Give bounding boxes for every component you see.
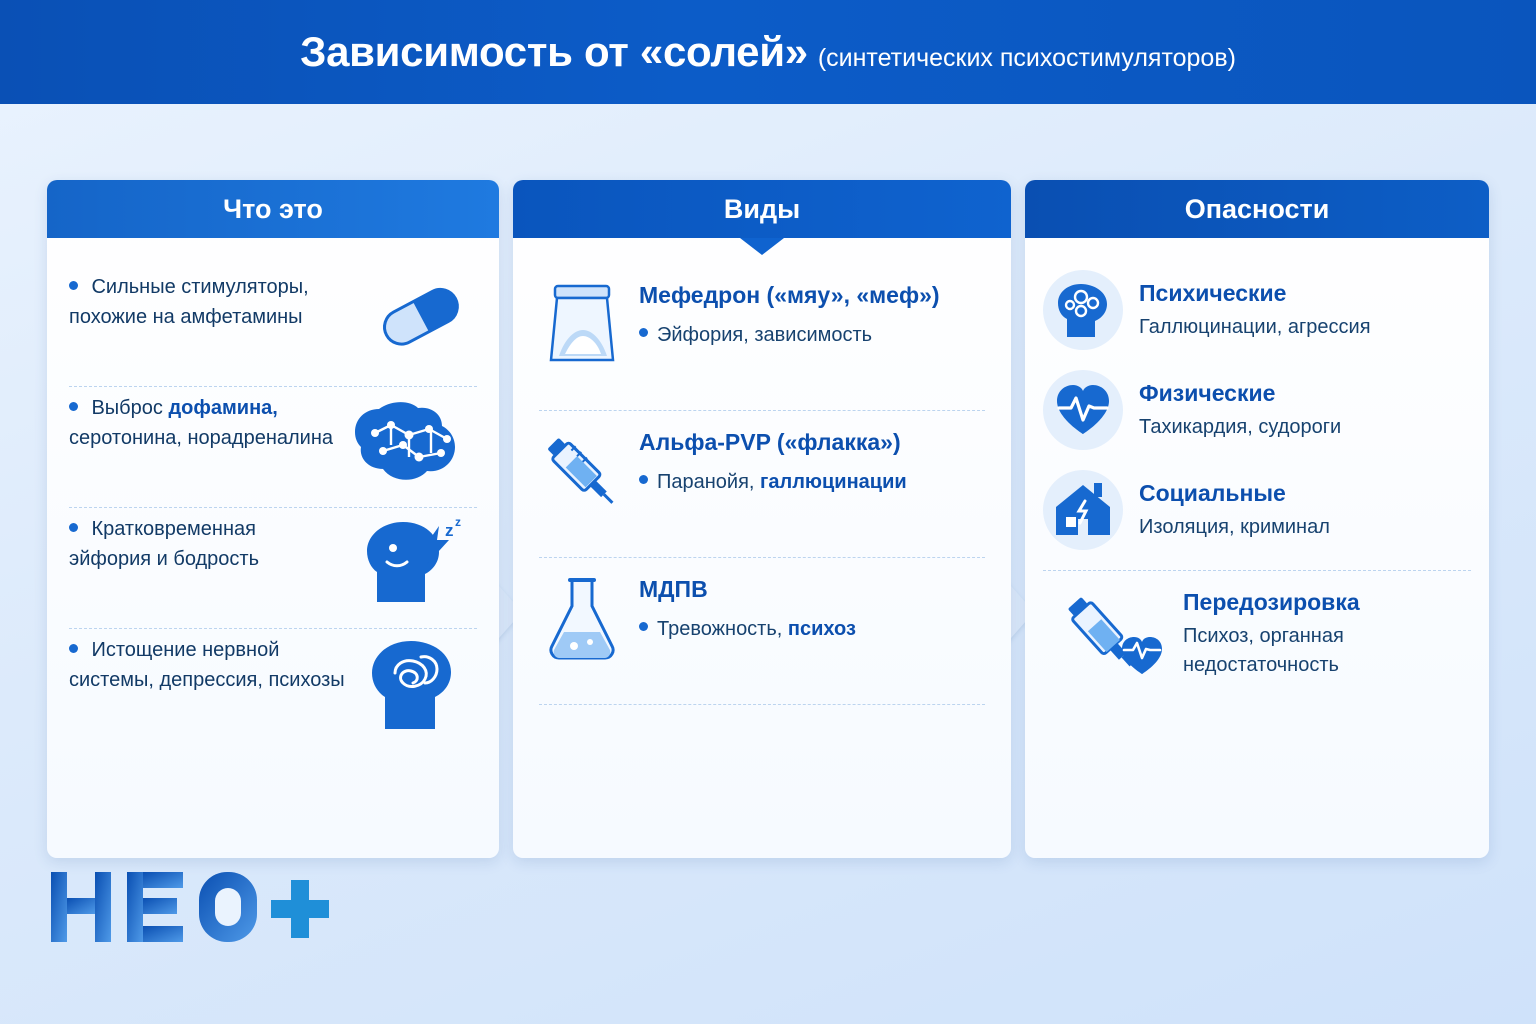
type-body: [639, 568, 985, 644]
overdose-sub-line2: недостаточность: [1183, 654, 1339, 676]
bullet-icon: [69, 523, 78, 532]
syringe-heart-icon: [1043, 588, 1169, 680]
column-what-is: [47, 180, 499, 858]
overdose-body: [1183, 587, 1471, 680]
page-title: Зависимость от «солей»: [300, 28, 808, 75]
bullet-icon: [69, 644, 78, 653]
list-item: [69, 628, 477, 749]
type-sub: [639, 614, 985, 644]
flask-icon: [539, 568, 625, 664]
type-title: МДПВ: [639, 576, 708, 602]
bullet-icon: [69, 281, 78, 290]
type-body: [639, 274, 985, 350]
bullet-icon: [69, 402, 78, 411]
what-item-line1: Кратковременная: [91, 518, 256, 540]
pill-icon: [365, 272, 475, 363]
type-title: Альфа-PVP («флакка»): [639, 429, 901, 455]
danger-body: [1139, 478, 1471, 542]
what-item-line1: Сильные стимуляторы,: [91, 276, 309, 298]
broken-house-icon: [1043, 470, 1123, 550]
bullet-icon: [639, 622, 648, 631]
type-sub-bold: галлюцинации: [760, 471, 907, 493]
list-item: [1043, 460, 1471, 560]
what-item-text: [69, 518, 259, 570]
what-item-line2: эйфория и бодрость: [69, 548, 259, 570]
list-item: [1043, 360, 1471, 460]
what-item-text: [69, 397, 333, 449]
type-sub-bold: психоз: [787, 618, 856, 640]
brain-network-icon: [349, 393, 475, 490]
list-item: [69, 266, 477, 386]
danger-sub: Галлюцинации, агрессия: [1139, 316, 1371, 338]
danger-body: [1139, 378, 1471, 442]
what-list: [47, 238, 499, 749]
danger-body: [1139, 278, 1471, 342]
type-sub: [639, 320, 985, 350]
type-sub: [639, 467, 985, 497]
type-title: Мефедрон («мяу», «меф»): [639, 282, 940, 308]
overdose-sub: [1183, 622, 1471, 680]
type-sub-text: Паранойя,: [657, 471, 761, 493]
brand-logo: [47, 866, 367, 950]
heart-pulse-icon: [1043, 370, 1123, 450]
types-list: [513, 238, 1011, 704]
what-item-line2: похожие на амфетамины: [69, 306, 303, 328]
danger-title: Психические: [1139, 280, 1287, 306]
syringe-icon: [539, 421, 625, 517]
type-body: [639, 421, 985, 497]
bullet-icon: [639, 475, 648, 484]
danger-title: Физические: [1139, 380, 1276, 406]
dangers-list: [1025, 238, 1489, 680]
danger-title: Социальные: [1139, 480, 1286, 506]
head-psych-icon: [1043, 270, 1123, 350]
type-sub-text: Тревожность,: [657, 618, 788, 640]
what-item-text: [69, 276, 309, 328]
overdose-sub-line1: Психоз, органная: [1183, 625, 1344, 647]
svg-text:z: z: [445, 521, 454, 540]
what-item-line1: Выброс: [91, 397, 169, 419]
list-item: [539, 264, 985, 410]
list-item: [1043, 260, 1471, 360]
powder-bag-icon: [539, 274, 625, 370]
danger-sub: Тахикардия, судороги: [1139, 416, 1342, 438]
svg-text:z: z: [455, 515, 461, 529]
bullet-icon: [639, 328, 648, 337]
what-item-text: [69, 639, 345, 691]
column-dangers: [1025, 180, 1489, 858]
danger-sub: Изоляция, криминал: [1139, 516, 1330, 538]
page-subtitle: (синтетических психостимуляторов): [817, 44, 1236, 72]
list-item: [69, 386, 477, 507]
header-title-wrap: [300, 28, 1236, 76]
head-energy-icon: [357, 514, 475, 615]
types-bottom-divider: [539, 704, 985, 705]
column-what-heading: Что это: [47, 180, 499, 238]
overdose-block: [1043, 570, 1471, 680]
column-dangers-heading: Опасности: [1025, 180, 1489, 238]
what-item-bold: дофамина,: [168, 397, 278, 419]
what-item-line1: Истощение нервной: [91, 639, 280, 661]
page-header: [0, 0, 1536, 104]
overdose-title: Передозировка: [1183, 589, 1360, 615]
list-item: [69, 507, 477, 628]
list-item: [539, 557, 985, 704]
column-types-heading: Виды: [513, 180, 1011, 238]
type-sub-text: Эйфория, зависимость: [657, 324, 873, 346]
column-types: [513, 180, 1011, 858]
what-item-line2: серотонина, норадреналина: [69, 427, 333, 449]
head-brain-icon: [361, 635, 475, 740]
list-item: [539, 410, 985, 557]
what-item-line2: системы, депрессия, психозы: [69, 669, 345, 691]
